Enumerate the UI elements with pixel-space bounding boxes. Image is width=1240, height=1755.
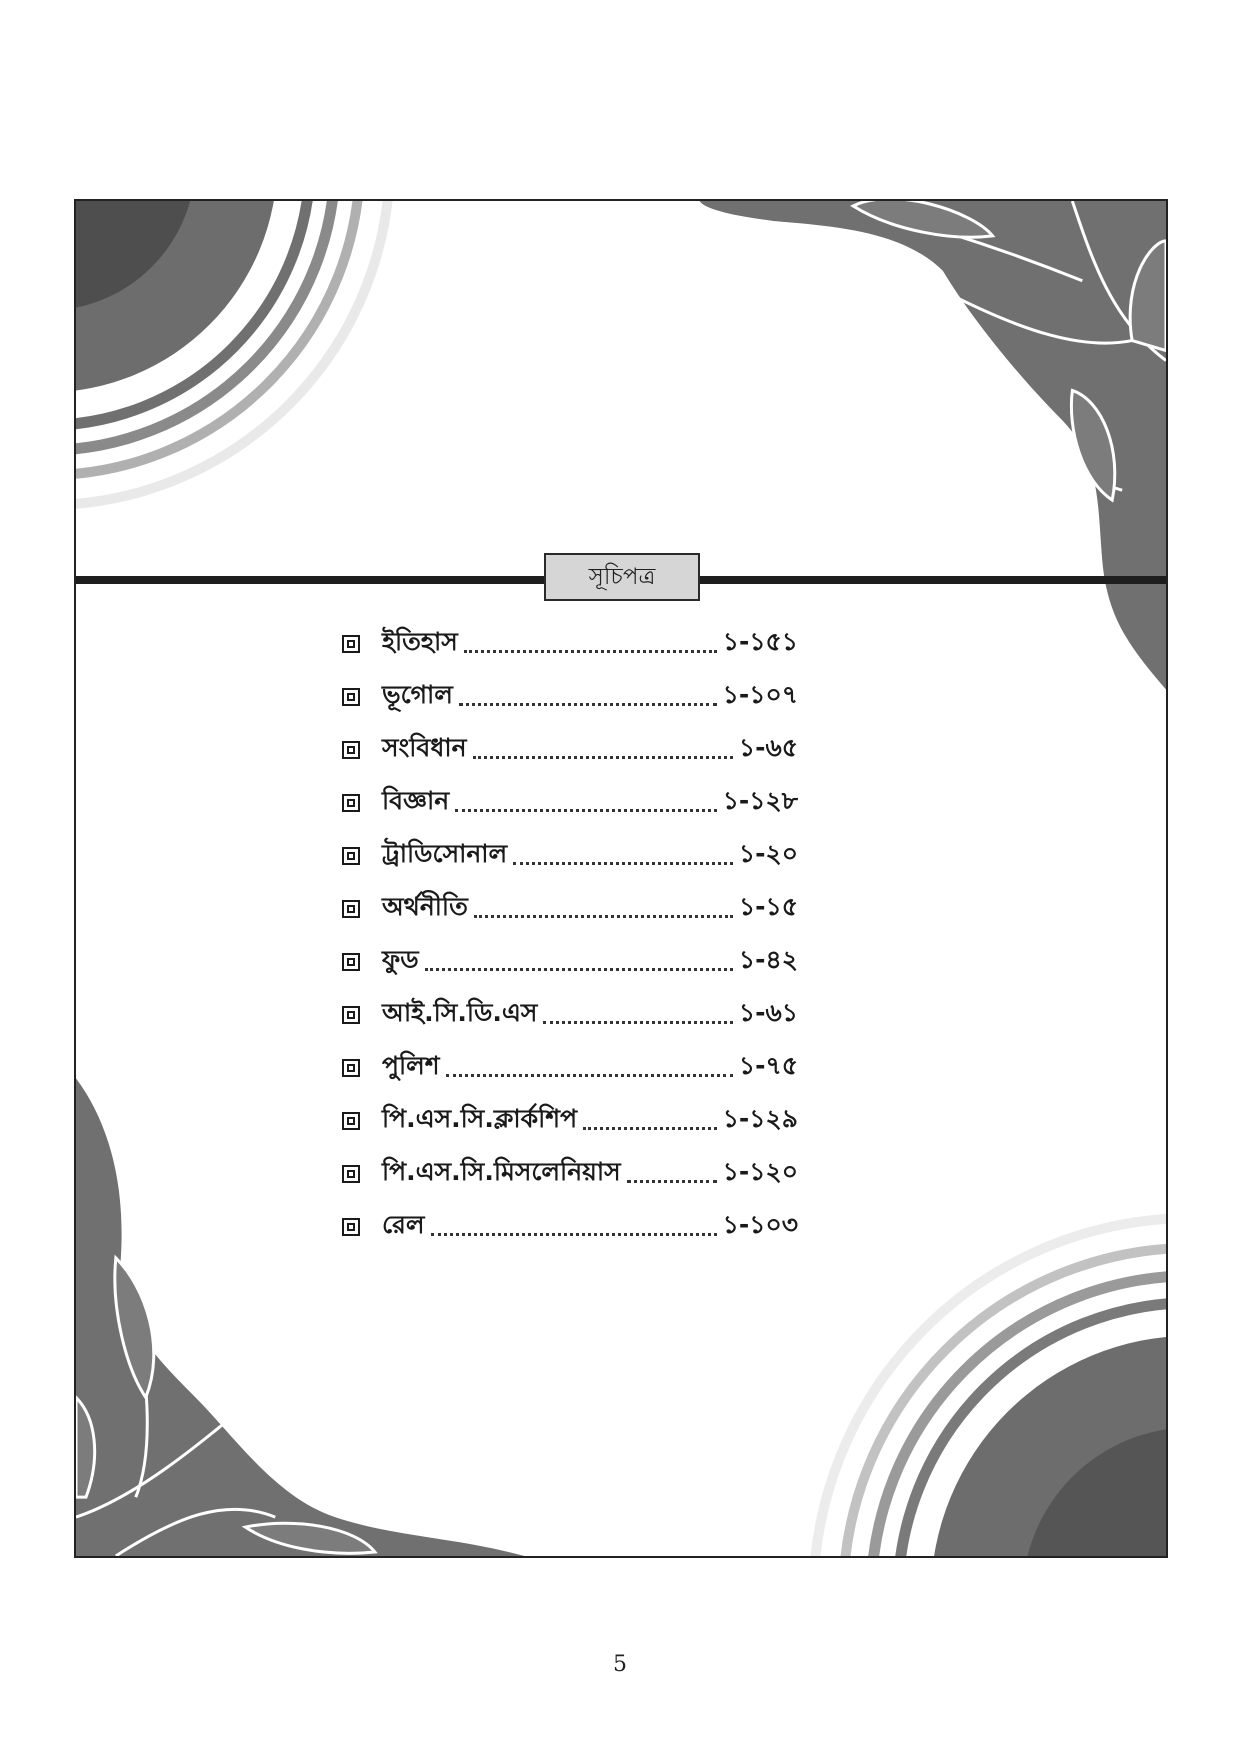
- toc-item-pages: ১-১৫১: [722, 627, 798, 656]
- square-bullet-icon: [342, 794, 360, 812]
- dot-leader: [431, 1233, 717, 1236]
- toc-item-pages: ১-৭৫: [738, 1051, 798, 1080]
- toc-item[interactable]: [342, 882, 798, 935]
- toc-item[interactable]: [342, 988, 798, 1041]
- toc-item[interactable]: [342, 776, 798, 829]
- dot-leader: [543, 1021, 733, 1024]
- square-bullet-icon: [342, 688, 360, 706]
- toc-item-title: সংবিধান: [382, 733, 467, 762]
- toc-item-pages: ১-৪২: [738, 945, 798, 974]
- toc-item-pages: ১-১২৮: [722, 786, 798, 815]
- toc-item-pages: ১-১২৯: [722, 1104, 798, 1133]
- contents-frame: [74, 199, 1168, 1558]
- toc-item[interactable]: [342, 1200, 798, 1253]
- toc-item-title: ফুড: [382, 945, 419, 974]
- dot-leader: [446, 1074, 733, 1077]
- toc-item-pages: ১-১০৭: [722, 680, 798, 709]
- toc-item-title: পি.এস.সি.মিসলেনিয়াস: [382, 1157, 621, 1186]
- dot-leader: [583, 1127, 717, 1130]
- square-bullet-icon: [342, 1112, 360, 1130]
- dot-leader: [425, 968, 733, 971]
- toc-item[interactable]: [342, 829, 798, 882]
- dot-leader: [474, 915, 733, 918]
- toc-item-title: ইতিহাস: [382, 627, 458, 656]
- square-bullet-icon: [342, 900, 360, 918]
- square-bullet-icon: [342, 953, 360, 971]
- toc-item[interactable]: [342, 1041, 798, 1094]
- dot-leader: [464, 650, 717, 653]
- toc-item[interactable]: [342, 1094, 798, 1147]
- toc-item-pages: ১-১৫: [738, 892, 798, 921]
- dot-leader: [627, 1180, 717, 1183]
- toc-item-title: ভূগোল: [382, 680, 453, 709]
- toc-item-title: পুলিশ: [382, 1051, 440, 1080]
- toc-item-title: পি.এস.সি.ক্লার্কশিপ: [382, 1104, 578, 1133]
- toc-item-pages: ১-১০৩: [722, 1210, 798, 1239]
- square-bullet-icon: [342, 1059, 360, 1077]
- toc-item[interactable]: [342, 670, 798, 723]
- toc-item[interactable]: [342, 935, 798, 988]
- contents-title: সূচিপত্র: [544, 553, 700, 601]
- toc-item-pages: ১-৬১: [738, 998, 798, 1027]
- page-number: 5: [613, 1652, 627, 1677]
- toc-item-title: বিজ্ঞান: [382, 786, 450, 815]
- bottom-right-arcs: [813, 1218, 1166, 1556]
- dot-leader: [455, 809, 717, 812]
- square-bullet-icon: [342, 741, 360, 759]
- toc-item[interactable]: [342, 1147, 798, 1200]
- toc-item-title: রেল: [382, 1210, 425, 1239]
- dot-leader: [459, 703, 717, 706]
- toc-item[interactable]: [342, 723, 798, 776]
- square-bullet-icon: [342, 1006, 360, 1024]
- toc-item-title: অর্থনীতি: [382, 892, 468, 921]
- square-bullet-icon: [342, 847, 360, 865]
- top-left-arcs: [76, 201, 390, 505]
- toc-item-pages: ১-৬৫: [738, 733, 798, 762]
- toc-item-title: আই.সি.ডি.এস: [382, 998, 538, 1027]
- square-bullet-icon: [342, 1218, 360, 1236]
- square-bullet-icon: [342, 1165, 360, 1183]
- toc-item[interactable]: [342, 617, 798, 670]
- toc-item-pages: ১-২০: [738, 839, 798, 868]
- toc-item-title: ট্রাডিসোনাল: [382, 839, 508, 868]
- square-bullet-icon: [342, 635, 360, 653]
- dot-leader: [473, 756, 733, 759]
- dot-leader: [513, 862, 733, 865]
- toc-item-pages: ১-১২০: [722, 1157, 798, 1186]
- table-of-contents: [342, 617, 798, 1253]
